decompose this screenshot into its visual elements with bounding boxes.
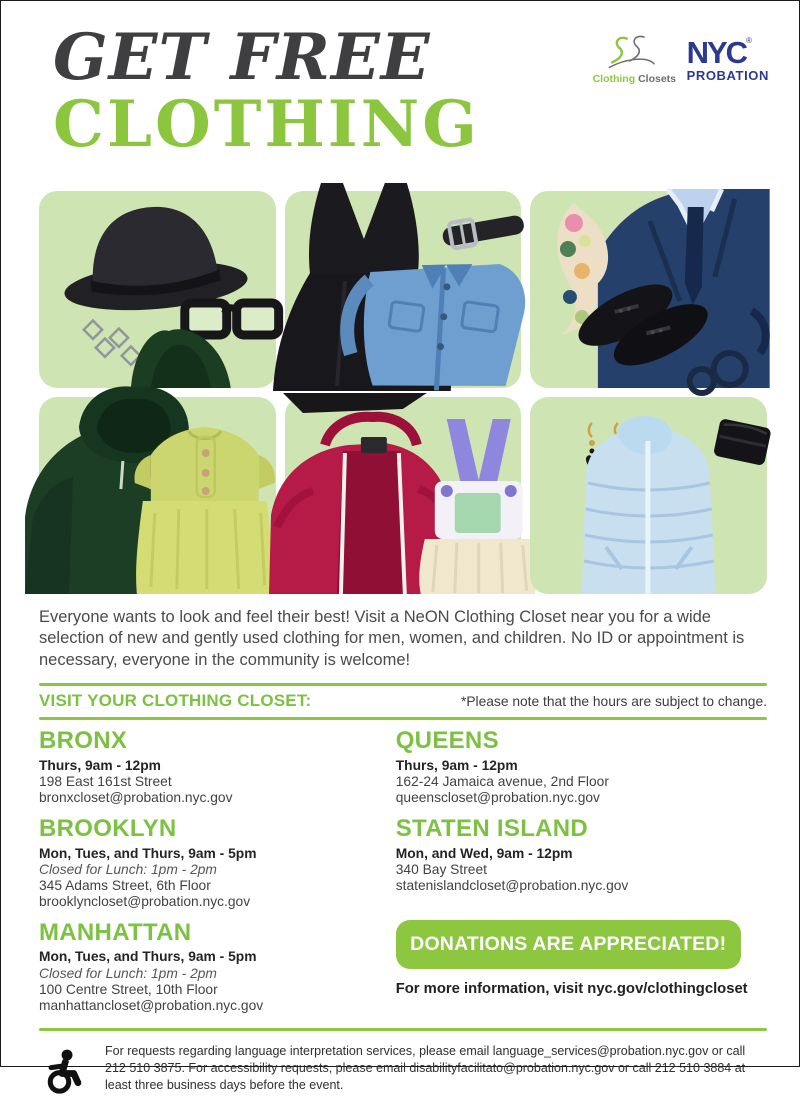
location-email: brooklyncloset@probation.nyc.gov [39,893,251,909]
earrings-image [84,321,140,365]
intro-paragraph: Everyone wants to look and feel their best! Visit a NeON Clothing Closet near you for a wide selection of new and gently used clothing for men, women, and children. No ID or appointment is necessary, everyone in the community is welcome! [39,608,745,669]
dress-hem-overlap-image [283,393,427,413]
nyc-probation-logo: NYC® PROBATION [686,34,769,83]
visit-title: VISIT YOUR CLOTHING CLOSET: [39,691,312,711]
location-name: BRONX [39,727,128,755]
locations-column-left [39,728,396,1024]
location-address: 340 Bay Street [395,861,487,877]
location-hours: Mon, Tues, and Thurs, 9am - 5pm [39,949,257,965]
photo-tile-accessories [39,191,276,388]
clothing-closets-wordmark: Clothing Closets [592,73,676,85]
visit-header-row [39,686,767,717]
puffer-jacket-image [582,416,716,594]
belt-image [440,210,525,250]
location-lunch-note: Closed for Lunch: 1pm - 2pm [39,861,217,877]
location-manhattan [39,920,396,1014]
location-address: 198 East 161st Street [39,773,172,789]
divider-line [39,717,767,720]
page-title-line2: CLOTHING [53,87,480,163]
location-bronx [39,728,396,806]
location-hours: Mon, Tues, and Thurs, 9am - 5pm [39,845,257,861]
location-email: statenislandcloset@probation.nyc.gov [395,877,629,893]
page-title-line1: GET FREE [53,20,431,95]
location-name: STATEN ISLAND [395,815,589,843]
location-name: MANHATTAN [39,919,192,947]
locations-column-right [396,728,767,1024]
location-address: 162-24 Jamaica avenue, 2nd Floor [395,773,609,789]
divider-line [39,1028,767,1031]
location-address: 345 Adams Street, 6th Floor [39,877,211,893]
more-info-line: For more information, visit nyc.gov/clothingcloset [395,980,748,997]
footer [41,1043,759,1100]
location-email: bronxcloset@probation.nyc.gov [39,789,233,805]
hours-note: *Please note that the hours are subject to change. [460,693,767,709]
location-queens [396,728,767,806]
location-email: manhattancloset@probation.nyc.gov [39,997,264,1013]
location-hours: Mon, and Wed, 9am - 12pm [395,845,573,861]
eyeglasses-image [185,303,279,335]
location-staten-island [396,816,767,894]
location-name: BROOKLYN [39,815,177,843]
header [53,20,769,173]
footer-text: For requests regarding language interpretation services, please email language_services@probation.nyc.gov or call 212 510 3875. For accessibility requests, please email disabilityfacilitato@probation.nyc.gov or call 212 510 3884 at least three business days before the event. [105,1044,746,1093]
hanger-swirl-icon [593,33,669,73]
wallet-image [713,418,772,466]
overall-dress-image [419,419,537,594]
location-name: QUEENS [395,727,499,755]
donations-banner: DONATIONS ARE APPRECIATED! [396,920,741,969]
clothing-closets-logo [592,33,676,85]
photo-grid [39,191,767,594]
photo-tile-dress-denim [285,191,522,388]
location-hours: Thurs, 9am - 12pm [39,757,161,773]
photo-tile-hoodie-dress [39,397,276,594]
photo-tile-suit [530,191,767,388]
photo-tile-puffer [530,397,767,594]
accessibility-icon [41,1047,83,1100]
location-brooklyn [39,816,396,910]
location-lunch-note: Closed for Lunch: 1pm - 2pm [39,965,217,981]
location-hours: Thurs, 9am - 12pm [395,757,518,773]
yellow-dress-image [134,427,275,594]
locations-section [39,728,767,1024]
logo-group [593,33,769,85]
location-address: 100 Centre Street, 10th Floor [39,981,218,997]
location-email: queenscloset@probation.nyc.gov [395,789,600,805]
photo-tile-kids-clothes [285,397,522,594]
